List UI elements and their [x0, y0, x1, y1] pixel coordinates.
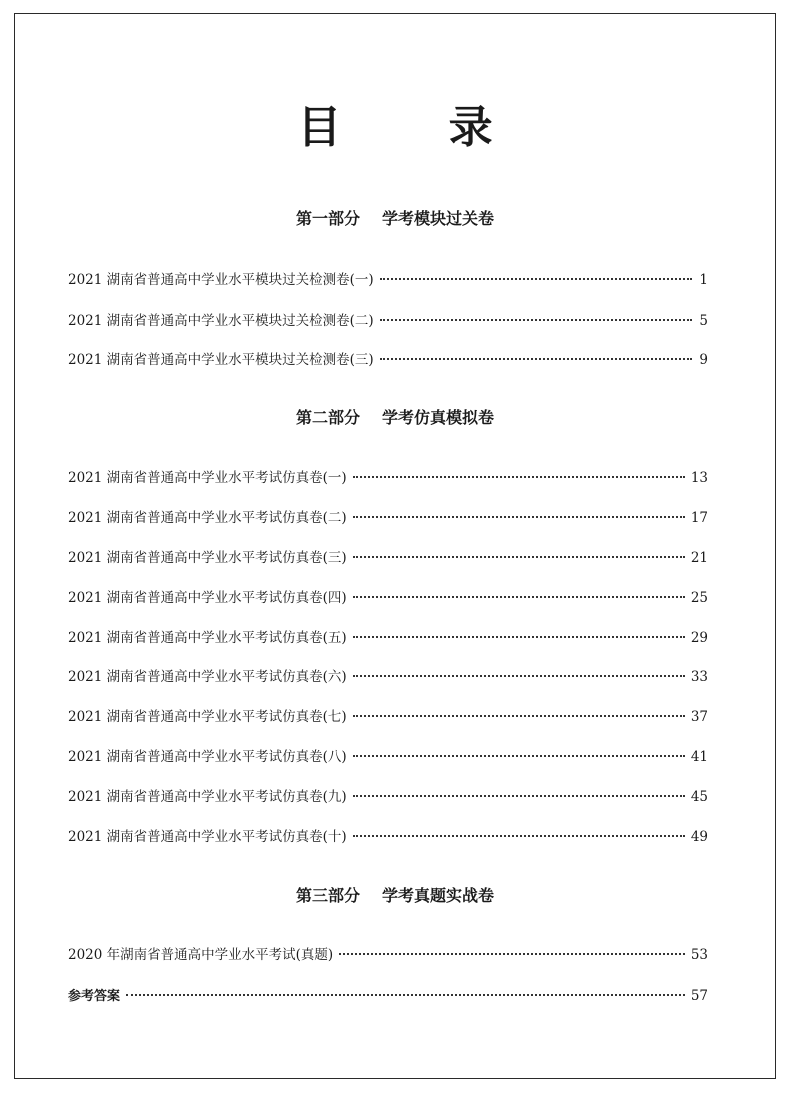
toc-entry-page: 45 — [690, 789, 708, 805]
toc-entry-label: 2021 湖南省普通高中学业水平考试仿真卷(六) — [68, 669, 347, 685]
leader-dots — [353, 755, 685, 757]
leader-dots — [353, 715, 685, 717]
toc-entry[interactable] — [68, 826, 708, 848]
leader-dots — [339, 953, 685, 955]
toc-entry-label: 2021 湖南省普通高中学业水平考试仿真卷(十) — [68, 829, 347, 845]
section-heading-2 — [0, 407, 790, 429]
toc-entry-page: 1 — [699, 272, 708, 288]
toc-entry[interactable] — [68, 507, 708, 529]
leader-dots — [126, 994, 685, 996]
leader-dots — [380, 358, 692, 360]
leader-dots — [380, 319, 692, 321]
toc-entry-label: 2021 湖南省普通高中学业水平模块过关检测卷(二) — [68, 313, 374, 329]
toc-entry-page: 25 — [690, 590, 708, 606]
toc-entry-label: 2021 湖南省普通高中学业水平考试仿真卷(五) — [68, 630, 347, 646]
toc-entry-label: 2021 湖南省普通高中学业水平考试仿真卷(八) — [68, 749, 347, 765]
toc-entry-label: 2021 湖南省普通高中学业水平考试仿真卷(二) — [68, 510, 347, 526]
section-part-label: 第一部分 — [295, 209, 360, 228]
toc-entry-page: 57 — [690, 988, 708, 1004]
leader-dots — [353, 835, 685, 837]
leader-dots — [353, 795, 685, 797]
toc-entry-page: 33 — [690, 669, 708, 685]
section-part-label: 第三部分 — [295, 886, 360, 905]
toc-entry[interactable] — [68, 666, 708, 688]
toc-entry-label: 2021 湖南省普通高中学业水平模块过关检测卷(三) — [68, 352, 374, 368]
toc-entry[interactable] — [68, 627, 708, 649]
toc-entry-page: 37 — [690, 709, 708, 725]
toc-entry-page: 29 — [690, 630, 708, 646]
leader-dots — [353, 636, 685, 638]
toc-entry-page: 41 — [690, 749, 708, 765]
section-name-label: 学考仿真模拟卷 — [382, 408, 495, 427]
toc-entry-page: 49 — [690, 829, 708, 845]
section-heading-3 — [0, 885, 790, 907]
toc-entry-page: 9 — [699, 352, 708, 368]
leader-dots — [353, 516, 685, 518]
toc-entry[interactable] — [68, 746, 708, 768]
toc-entry-label: 2020 年湖南省普通高中学业水平考试(真题) — [68, 947, 334, 963]
toc-entry[interactable] — [68, 269, 708, 291]
toc-entry-label: 2021 湖南省普通高中学业水平考试仿真卷(四) — [68, 590, 347, 606]
section-part-label: 第二部分 — [295, 408, 360, 427]
toc-entry-page: 17 — [690, 510, 708, 526]
toc-entry[interactable] — [68, 706, 708, 728]
leader-dots — [353, 596, 685, 598]
page-title: 目 录 — [297, 102, 539, 153]
leader-dots — [353, 476, 685, 478]
toc-entry[interactable] — [68, 587, 708, 609]
toc-entry-label: 2021 湖南省普通高中学业水平模块过关检测卷(一) — [68, 272, 374, 288]
toc-entry[interactable] — [68, 786, 708, 808]
toc-entry[interactable] — [68, 349, 708, 371]
toc-entry-answers[interactable] — [68, 985, 708, 1007]
toc-entry-page: 21 — [690, 550, 708, 566]
toc-entry[interactable] — [68, 944, 708, 966]
section-name-label: 学考真题实战卷 — [382, 886, 495, 905]
toc-entry[interactable] — [68, 547, 708, 569]
toc-entry[interactable] — [68, 467, 708, 489]
leader-dots — [353, 675, 685, 677]
toc-entry-page: 53 — [690, 947, 708, 963]
toc-entry-label: 2021 湖南省普通高中学业水平考试仿真卷(三) — [68, 550, 347, 566]
leader-dots — [380, 278, 692, 280]
toc-entry-label: 2021 湖南省普通高中学业水平考试仿真卷(一) — [68, 470, 347, 486]
section-heading-1 — [0, 208, 790, 230]
toc-entry-page: 13 — [690, 470, 708, 486]
toc-entry-label: 参考答案 — [68, 989, 121, 1004]
toc-entry-label: 2021 湖南省普通高中学业水平考试仿真卷(九) — [68, 789, 347, 805]
page-border — [14, 13, 776, 1079]
toc-entry[interactable] — [68, 310, 708, 332]
leader-dots — [353, 556, 685, 558]
toc-entry-label: 2021 湖南省普通高中学业水平考试仿真卷(七) — [68, 709, 347, 725]
section-name-label: 学考模块过关卷 — [382, 209, 495, 228]
toc-entry-page: 5 — [699, 313, 708, 329]
